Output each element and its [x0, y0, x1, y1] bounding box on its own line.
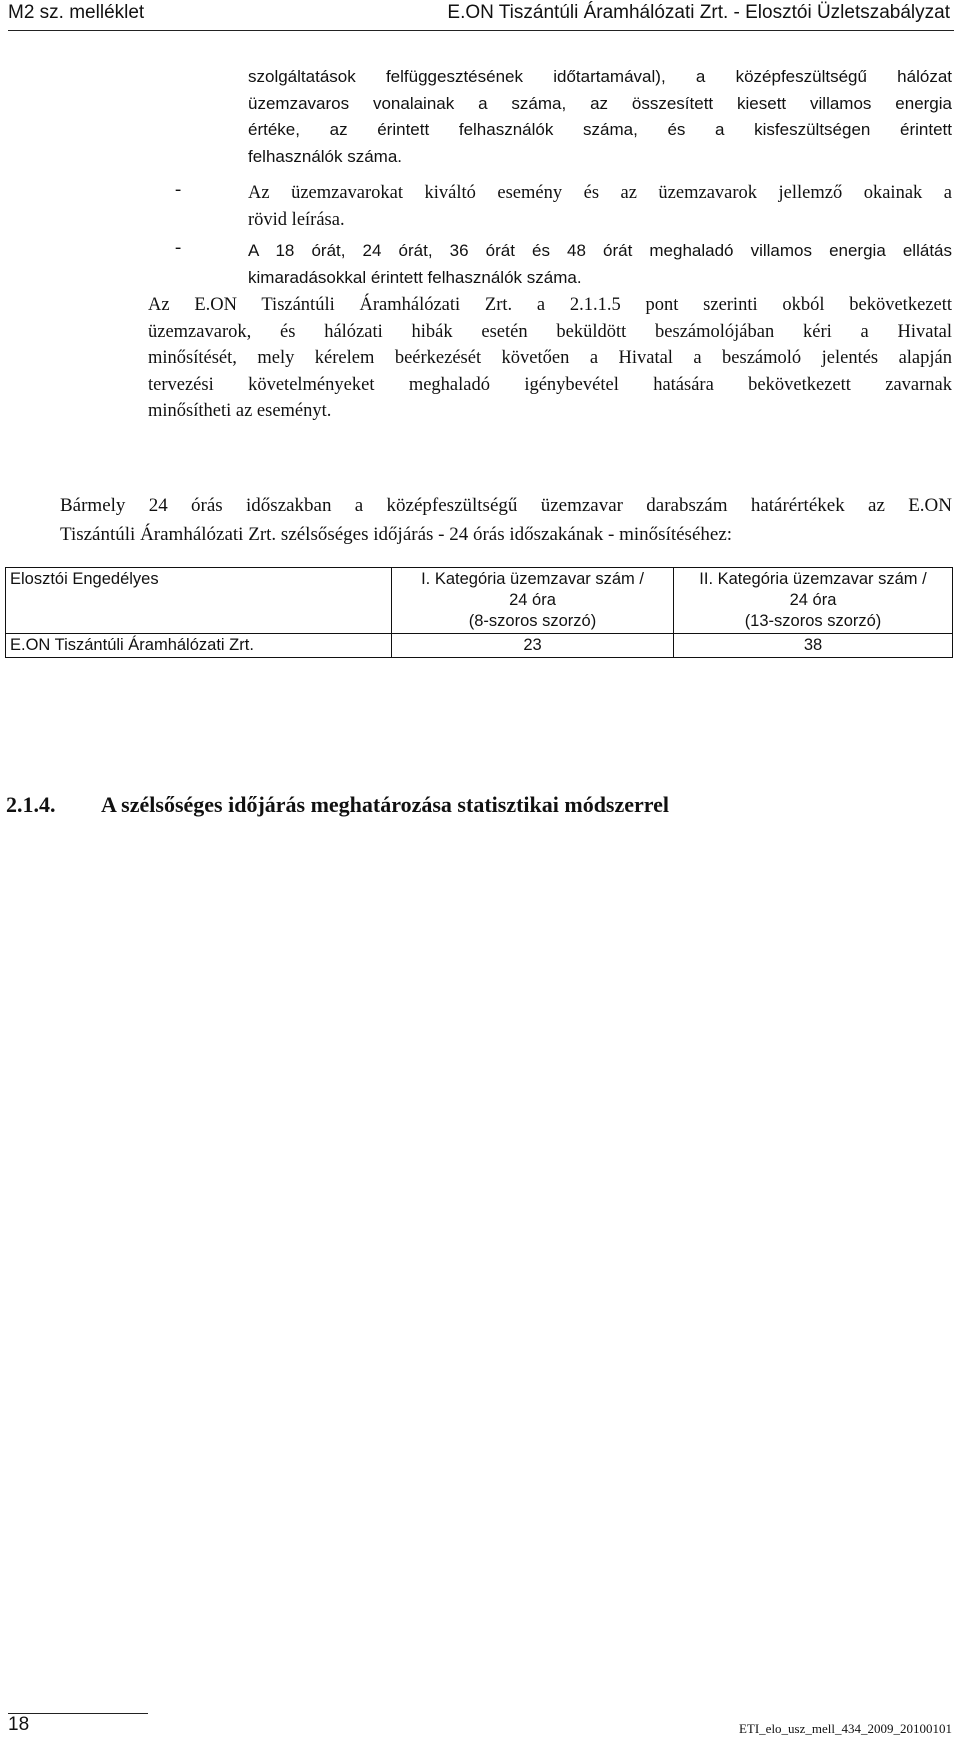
text-line: rövid leírása. [248, 209, 345, 230]
section-number: 2.1.4. [6, 792, 56, 817]
paragraph-hivatal [148, 292, 952, 425]
header-line: II. Kategória üzemzavar szám / [699, 570, 927, 588]
header-line: I. Kategória üzemzavar szám / [421, 570, 644, 588]
header-right: E.ON Tiszántúli Áramhálózati Zrt. - Elosztói Üzletszabályzat [447, 2, 950, 23]
header-line: (13-szoros szorzó) [744, 612, 882, 630]
cell-licensee-name: E.ON Tiszántúli Áramhálózati Zrt. [6, 634, 392, 658]
text-line: Bármely 24 órás időszakban a középfeszültségű üzemzavar darabszám határértékek az E.ON [60, 495, 952, 516]
text-line: Tiszántúli Áramhálózati Zrt. szélsőséges időjárás - 24 órás időszakának - minősítéséhez: [60, 524, 733, 545]
threshold-table [5, 567, 953, 658]
text-line: szolgáltatások felfüggesztésének időtartamával), a középfeszültségű hálózat [248, 67, 952, 86]
table-header-row [6, 568, 953, 634]
header-cell-licensee: Elosztói Engedélyes [6, 568, 392, 634]
header-left: M2 sz. melléklet [8, 2, 145, 23]
document-id: ETI_elo_usz_mell_434_2009_20100101 [738, 1721, 952, 1736]
bullet-item [248, 180, 952, 233]
section-title: A szélsőséges időjárás meghatározása statisztikai módszerrel [101, 792, 670, 817]
text-line: kimaradásokkal érintett felhasználók száma. [248, 267, 582, 287]
bullet-dash: - [175, 180, 182, 200]
header-line: (8-szoros szorzó) [468, 612, 597, 630]
cell-category-1-value: 23 [392, 634, 674, 658]
page-number: 18 [8, 1714, 30, 1735]
text-line: tervezési követelményeket meghaladó igénybevétel hatására bekövetkezett zavarnak [148, 374, 952, 395]
text-line: Az E.ON Tiszántúli Áramhálózati Zrt. a 2.1.1.5 pont szerinti okból bekövetkezett [148, 295, 952, 315]
header-rule [8, 30, 954, 31]
text-line: Az üzemzavarokat kiváltó esemény és az üzemzavarok jellemző okainak a [248, 183, 952, 203]
paragraph-threshold [60, 491, 952, 549]
text-line: értéke, az érintett felhasználók száma, és a kisfeszültségen érintett [248, 120, 952, 139]
bullet-item [248, 238, 952, 291]
header-cell-category-2 [674, 568, 953, 634]
header-line: 24 óra [789, 591, 837, 609]
cell-category-2-value: 38 [674, 634, 953, 658]
text-line: A 18 órát, 24 órát, 36 órát és 48 órát meghaladó villamos energia ellátás [248, 241, 952, 260]
text-line: minősítheti az eseményt. [148, 401, 332, 421]
header-line: 24 óra [509, 591, 556, 609]
table-row [6, 634, 953, 658]
text-line: üzemzavarok, és hálózati hibák esetén beküldött beszámolójában kéri a Hivatal [148, 321, 952, 342]
paragraph-continuation [248, 64, 952, 170]
text-line: minősítését, mely kérelem beérkezését követően a Hivatal a beszámoló jelentés alapján [148, 348, 952, 368]
text-line: felhasználók száma. [248, 146, 403, 166]
bullet-dash: - [175, 238, 182, 258]
text-line: üzemzavaros vonalainak a száma, az összesített kiesett villamos energia [248, 93, 952, 113]
header-cell-category-1 [392, 568, 674, 634]
